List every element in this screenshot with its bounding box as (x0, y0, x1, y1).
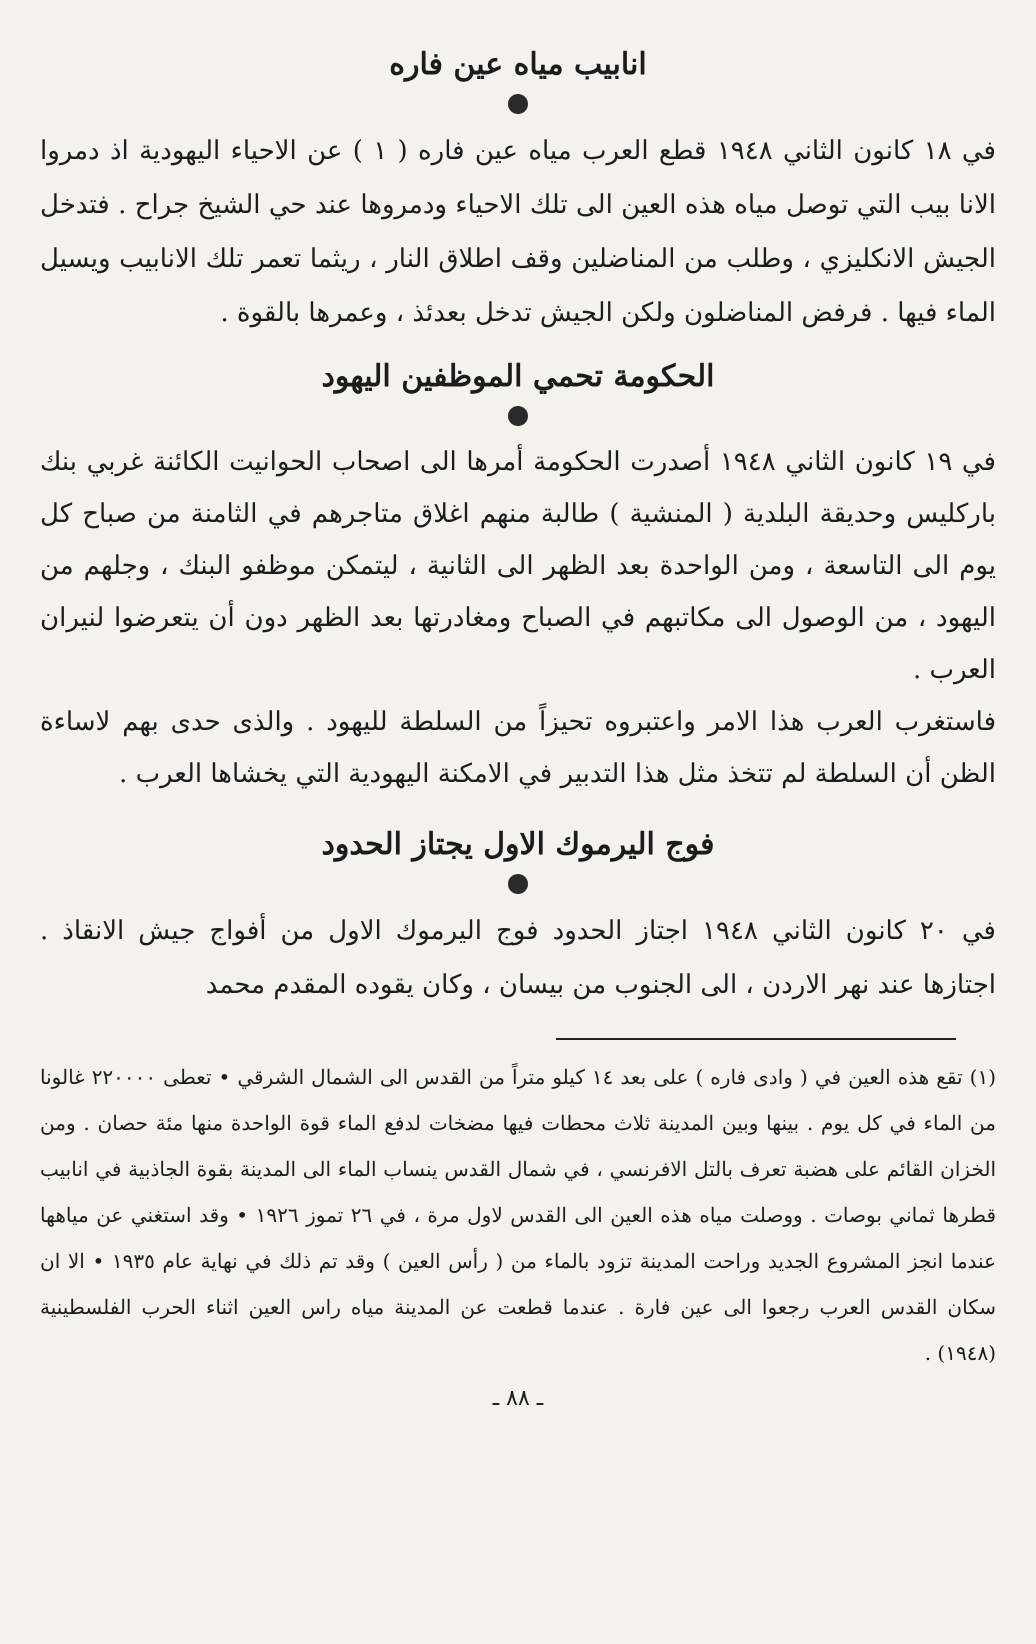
paragraph-yarmouk: في ٢٠ كانون الثاني ١٩٤٨ اجتاز الحدود فوج اليرموك الاول من أفواج جيش الانقاذ . اجتازها عند نهر الاردن ، الى الجنوب من بيسان ، وكان يقوده المقدم محمد (40, 916, 996, 1000)
section-heading-pipes: انابيب مياه عين فاره (389, 47, 647, 82)
paragraph-government-1: في ١٩ كانون الثاني ١٩٤٨ أصدرت الحكومة أمرها الى اصحاب الحوانيت الكائنة غربي بنك باركليس وحديقة البلدية ( المنشية ) طالبة منهم اغلاق متاجرهم في الثامنة من صباح كل يوم الى التاسعة ، ومن الواحدة بعد الظهر الى الثانية ، ليتمكن موظفو البنك ، وجلهم من اليهود ، من الوصول الى مكاتبهم في الصباح ومغادرتها بعد الظهر دون أن يتعرضوا لنيران العرب . (40, 447, 996, 685)
section-heading-yarmouk: فوج اليرموك الاول يجتاز الحدود (321, 827, 715, 862)
footnote: (١) تقع هذه العين في ( وادى فاره ) على بعد ١٤ كيلو متراً من القدس الى الشمال الشرقي • تعطى ٢٢٠٠٠٠ غالونا من الماء في كل يوم . بينها وبين المدينة ثلاث محطات فيها مضخات لدفع الماء قوة الواحدة منها مئة حصان . ومن الخزان القائم على هضبة تعرف بالتل الافرنسي ، في شمال القدس ينساب الماء الى المدينة بقوة الجاذبية في انابيب قطرها ثماني بوصات . ووصلت مياه هذه العين الى القدس لاول مرة ، في ٢٦ تموز ١٩٢٦ • وقد استغني عن مياهها عندما انجز المشروع الجديد وراحت المدينة تزود بالماء من ( رأس العين ) وقد تم ذلك في نهاية عام ١٩٣٥ • الا ان سكان القدس العرب رجعوا الى عين فارة . عندما قطعت عن المدينة مياه راس العين اثناء الحرب الفلسطينية (١٩٤٨) . (40, 1065, 996, 1365)
page-number: ـ ٨٨ ـ (492, 1386, 544, 1411)
paragraph-government-2: فاستغرب العرب هذا الامر واعتبروه تحيزاً من السلطة لليهود . والذى حدى بهم لاساءة الظن أن السلطة لم تتخذ مثل هذا التدبير في الامكنة اليهودية التي يخشاها العرب . (40, 707, 996, 789)
footnote-divider (556, 1038, 956, 1040)
bullet-dot-icon (508, 94, 528, 114)
paragraph-pipes: في ١٨ كانون الثاني ١٩٤٨ قطع العرب مياه عين فاره ( ١ ) عن الاحياء اليهودية اذ دمروا الانا بيب التي توصل مياه هذه العين الى تلك الاحياء ودمروها عند حي الشيخ جراح . فتدخل الجيش الانكليزي ، وطلب من المناضلين وقف اطلاق النار ، ريثما تعمر تلك الانابيب ويسيل الماء فيها . فرفض المناضلون ولكن الجيش تدخل بعدئذ ، وعمرها بالقوة . (40, 136, 996, 328)
bullet-dot-icon (508, 874, 528, 894)
bullet-dot-icon (508, 406, 528, 426)
section-heading-government: الحكومة تحمي الموظفين اليهود (321, 359, 715, 394)
